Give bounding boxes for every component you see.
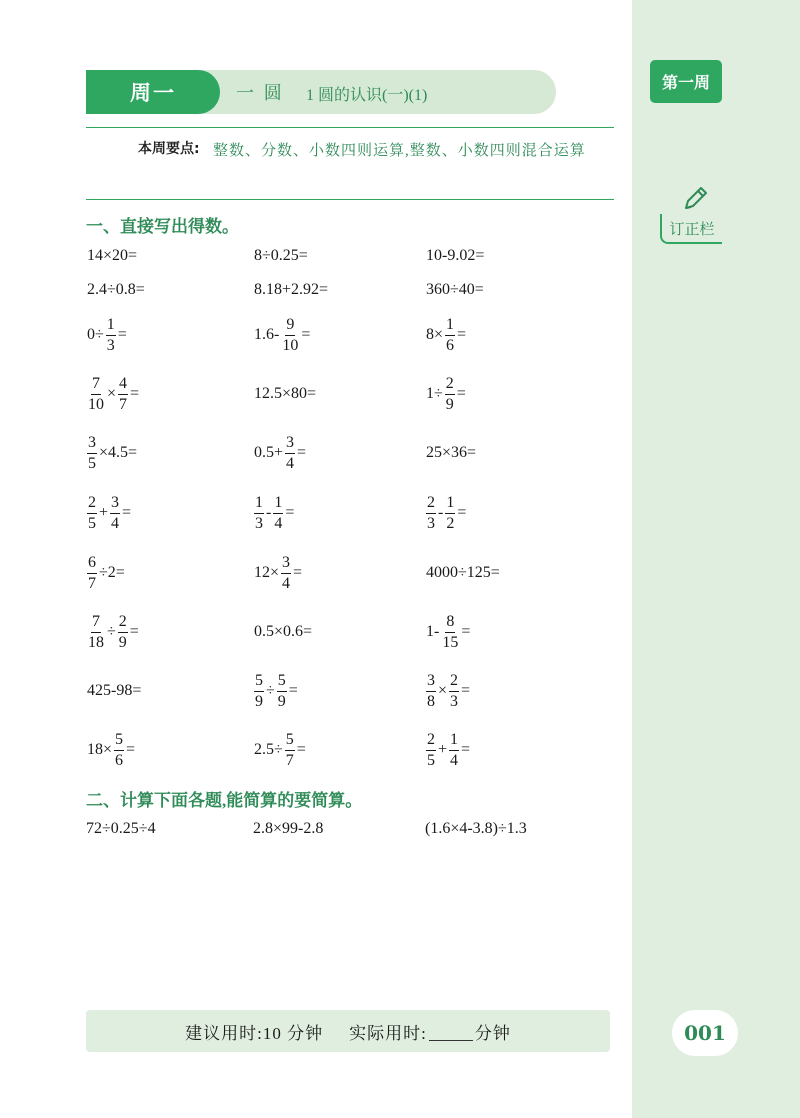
denominator: 10 [88, 395, 104, 413]
numerator: 2 [426, 732, 436, 751]
denominator: 3 [427, 514, 435, 532]
suggested-time-value: 10 分钟 [262, 1023, 324, 1043]
expression-text: = [301, 326, 311, 343]
fraction [441, 614, 459, 651]
expression-text: 425-98= [87, 682, 142, 699]
denominator: 9 [255, 692, 263, 710]
problem [425, 369, 467, 419]
problem [86, 548, 126, 598]
expression-text: 4000÷125= [426, 564, 500, 581]
expression-text: 8× [426, 326, 444, 343]
problem [253, 607, 313, 657]
denominator: 7 [285, 751, 294, 769]
expression-text: = [461, 682, 471, 699]
numerator: 3 [426, 673, 436, 692]
key-points-text: 整数、分数、小数四则运算,整数、小数四则混合运算 [213, 143, 586, 159]
fraction [277, 673, 287, 710]
fraction [118, 376, 128, 413]
expression-text: ÷2= [99, 564, 125, 581]
pencil-icon [678, 182, 712, 216]
expression-text: ÷ [266, 682, 275, 699]
numerator: 8 [445, 614, 455, 633]
problem [425, 725, 471, 775]
unit-title: 一 圆 [236, 83, 284, 104]
numerator: 2 [449, 673, 459, 692]
expression-text: 2.5÷ [254, 741, 283, 758]
denominator: 7 [119, 395, 128, 413]
fraction [285, 435, 295, 472]
numerator: 4 [118, 376, 128, 395]
denominator: 5 [88, 454, 96, 472]
numerator: 1 [254, 495, 264, 514]
divider [86, 199, 614, 200]
problem [425, 666, 471, 716]
problem [425, 607, 471, 657]
expression-text: - [438, 504, 444, 521]
suggested-time-label: 建议用时: [185, 1023, 263, 1043]
actual-time-label: 实际用时: [349, 1023, 427, 1043]
expression-text: ÷ [107, 623, 116, 640]
denominator: 18 [88, 633, 104, 651]
expression-text: = [456, 385, 466, 402]
problem [86, 488, 132, 538]
numerator: 1 [106, 317, 116, 336]
calculation-problem: 2.8×99-2.8 [253, 820, 324, 837]
denominator: 4 [282, 574, 291, 592]
numerator: 2 [118, 614, 128, 633]
numerator: 2 [426, 495, 436, 514]
problem [253, 265, 329, 315]
numerator: 3 [285, 435, 295, 454]
expression-text: = [457, 326, 467, 343]
fraction [106, 317, 116, 354]
expression-text: = [117, 326, 127, 343]
numerator: 5 [277, 673, 287, 692]
expression-text: + [99, 504, 109, 521]
problem [253, 310, 311, 360]
denominator: 4 [450, 751, 459, 769]
fraction [87, 435, 97, 472]
expression-text: 0.5+ [254, 444, 284, 461]
numerator: 6 [87, 555, 97, 574]
expression-text: 360÷40= [426, 281, 484, 298]
expression-text: = [461, 741, 471, 758]
expression-text: 14×20= [87, 247, 138, 264]
problem [425, 265, 485, 315]
problem [253, 725, 307, 775]
numerator: 9 [285, 317, 295, 336]
expression-text: = [126, 741, 136, 758]
denominator: 9 [445, 395, 454, 413]
expression-text: = [122, 504, 132, 521]
expression-text: = [461, 623, 471, 640]
problem [425, 310, 467, 360]
day-label: 周一 [86, 70, 220, 114]
fraction [426, 495, 436, 532]
expression-text: 2.4÷0.8= [87, 281, 145, 298]
denominator: 2 [446, 514, 455, 532]
expression-text: 25×36= [426, 444, 477, 461]
fraction [87, 495, 97, 532]
problem [86, 265, 146, 315]
fraction [118, 614, 128, 651]
expression-text: 0.5×0.6= [254, 623, 313, 640]
fraction [110, 495, 120, 532]
numerator: 1 [449, 732, 459, 751]
numerator: 3 [281, 555, 291, 574]
expression-text: 12× [254, 564, 280, 581]
expression-text: = [288, 682, 298, 699]
correction-column-label: 订正栏 [660, 214, 722, 244]
expression-text: 18× [87, 741, 113, 758]
fraction [445, 376, 455, 413]
denominator: 3 [450, 692, 459, 710]
fraction [281, 555, 291, 592]
actual-time-unit: 分钟 [474, 1023, 511, 1043]
denominator: 4 [286, 454, 295, 472]
expression-text: = [285, 504, 295, 521]
expression-text: 10-9.02= [426, 247, 485, 264]
numerator: 1 [445, 317, 455, 336]
expression-text: 8.18+2.92= [254, 281, 329, 298]
denominator: 8 [427, 692, 435, 710]
expression-text: = [457, 504, 467, 521]
numerator: 7 [91, 614, 101, 633]
denominator: 7 [88, 574, 96, 592]
sidebar [632, 0, 800, 1118]
numerator: 5 [285, 732, 295, 751]
fraction [426, 732, 436, 769]
fraction [273, 495, 283, 532]
problem [253, 488, 295, 538]
fraction [281, 317, 299, 354]
expression-text: × [107, 385, 117, 402]
week-tag: 第一周 [650, 60, 722, 103]
problem [86, 369, 140, 419]
numerator: 1 [445, 495, 455, 514]
expression-text: = [130, 385, 140, 402]
lesson-title: 1 圆的认识(一)(1) [306, 86, 428, 104]
denominator: 6 [446, 336, 455, 354]
denominator: 3 [106, 336, 115, 354]
expression-text: = [129, 623, 139, 640]
problem [253, 548, 303, 598]
expression-text: 1.6- [254, 326, 280, 343]
fraction [449, 732, 459, 769]
numerator: 1 [273, 495, 283, 514]
expression-text: 1- [426, 623, 440, 640]
expression-text: = [293, 564, 303, 581]
fraction [87, 376, 105, 413]
expression-text: 1÷ [426, 385, 443, 402]
expression-text: + [438, 741, 448, 758]
expression-text: - [266, 504, 272, 521]
fraction [254, 673, 264, 710]
numerator: 7 [91, 376, 101, 395]
denominator: 6 [115, 751, 124, 769]
problem [425, 428, 477, 478]
fraction [449, 673, 459, 710]
expression-text: 8÷0.25= [254, 247, 308, 264]
problem [86, 310, 128, 360]
fraction [87, 555, 97, 592]
expression-text: ×4.5= [99, 444, 138, 461]
section-1-title: 一、直接写出得数。 [86, 217, 239, 236]
calculation-problem: 72÷0.25÷4 [86, 820, 156, 837]
time-bar [86, 1010, 610, 1052]
fraction [445, 317, 455, 354]
fraction [87, 614, 105, 651]
problem [253, 666, 299, 716]
problem [253, 428, 307, 478]
expression-text: × [438, 682, 448, 699]
denominator: 4 [111, 514, 120, 532]
denominator: 15 [442, 633, 459, 651]
fraction [285, 732, 295, 769]
numerator: 2 [445, 376, 455, 395]
problem [86, 725, 136, 775]
numerator: 5 [254, 673, 264, 692]
denominator: 5 [88, 514, 96, 532]
expression-text: 0÷ [87, 326, 104, 343]
problem [86, 428, 138, 478]
numerator: 3 [110, 495, 120, 514]
divider [86, 127, 614, 128]
denominator: 9 [118, 633, 127, 651]
numerator: 2 [87, 495, 97, 514]
section-2-title: 二、计算下面各题,能简算的要简算。 [86, 791, 363, 810]
problem [86, 666, 142, 716]
problem [425, 488, 467, 538]
fraction [114, 732, 124, 769]
numerator: 3 [87, 435, 97, 454]
key-points-label: 本周要点: [138, 141, 200, 157]
page-number: 001 [672, 1010, 738, 1056]
calculation-problem: (1.6×4-3.8)÷1.3 [425, 820, 527, 837]
problem [253, 369, 317, 419]
expression-text: 12.5×80= [254, 385, 317, 402]
problem [86, 607, 140, 657]
fraction [426, 673, 436, 710]
numerator: 5 [114, 732, 124, 751]
fraction [254, 495, 264, 532]
denominator: 3 [255, 514, 263, 532]
denominator: 5 [427, 751, 435, 769]
denominator: 9 [277, 692, 286, 710]
denominator: 10 [282, 336, 299, 354]
actual-time-blank[interactable] [429, 1022, 473, 1041]
expression-text: = [296, 741, 306, 758]
expression-text: = [297, 444, 307, 461]
denominator: 4 [274, 514, 283, 532]
problem [425, 548, 501, 598]
fraction [445, 495, 455, 532]
